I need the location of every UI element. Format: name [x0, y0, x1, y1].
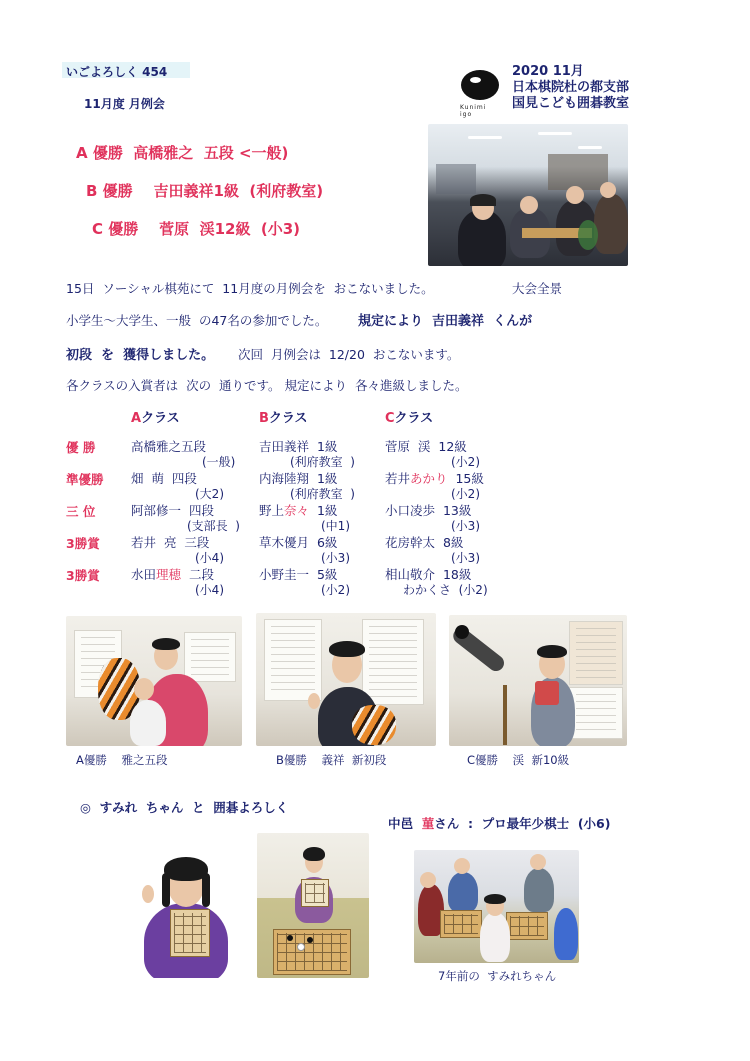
result-affiliation: (小4) — [195, 551, 224, 565]
photo-b-winner — [256, 613, 436, 746]
kunimi-logo — [460, 70, 500, 116]
logo-text: Kunimi igo — [460, 104, 487, 118]
result-affiliation: (大2) — [195, 487, 224, 501]
sumire-section-title: ◎ すみれ ちゃん と 囲碁よろしく — [80, 800, 289, 815]
result-name: 水田理穂 二段 — [131, 567, 214, 582]
result-affiliation: (小3) — [321, 551, 350, 565]
result-name: 花房幹太 8級 — [385, 535, 464, 550]
rank-label: 優 勝 — [66, 440, 96, 455]
result-affiliation: (小2) — [321, 583, 350, 597]
result-name: 若井 亮 三段 — [131, 535, 210, 550]
result-affiliation: (一般) — [202, 455, 236, 469]
result-affiliation: (小2) — [451, 487, 480, 501]
rank-label: 準優勝 — [66, 472, 104, 487]
photo-c-caption: C優勝 渓 新10級 — [467, 753, 570, 767]
column-head-b: Bクラス — [259, 411, 308, 426]
result-affiliation: わかくさ (小2) — [403, 583, 488, 597]
result-affiliation: (中1) — [321, 519, 350, 533]
result-affiliation: (小4) — [195, 583, 224, 597]
result-affiliation: (小3) — [451, 519, 480, 533]
report-line-2a: 小学生～大学生、一般 の47名の参加でした。 — [66, 313, 328, 328]
rank-label: 3勝賞 — [66, 536, 100, 551]
result-name: 阿部修一 四段 — [131, 503, 214, 518]
photo-sumire-portrait — [130, 833, 243, 978]
winner-a: A 優勝 高橋雅之 五段 <一般) — [76, 144, 289, 162]
result-affiliation: (利府教室 ) — [290, 455, 355, 469]
result-name: 若井あかり 15級 — [385, 471, 484, 486]
rank-label: 三 位 — [66, 504, 96, 519]
photo-c-winner — [449, 615, 627, 746]
result-name: 草木優月 6級 — [259, 535, 338, 550]
result-name: 吉田義祥 1級 — [259, 439, 338, 454]
header-date: 2020 11月 — [512, 64, 584, 79]
result-name: 小口凌歩 13級 — [385, 503, 472, 518]
result-affiliation: (小2) — [451, 455, 480, 469]
photo-a-caption: A優勝 雅之五段 — [76, 753, 168, 767]
photo-a-winner — [66, 616, 242, 746]
org-school: 国見こども囲碁教室 — [512, 96, 630, 111]
result-name: 野上奈々 1級 — [259, 503, 338, 518]
event-title: 11月度 月例会 — [84, 97, 165, 111]
report-line-3b: 次回 月例会は 12/20 おこないます。 — [238, 347, 460, 362]
go-stone-icon — [461, 70, 499, 100]
tournament-overview-photo — [428, 124, 628, 266]
report-line-2b: 規定により 吉田義祥 くんが — [358, 314, 533, 329]
rank-label: 3勝賞 — [66, 568, 100, 583]
column-head-a: Aクラス — [131, 411, 180, 426]
result-affiliation: (利府教室 ) — [290, 487, 355, 501]
result-name: 内海陸翔 1級 — [259, 471, 338, 486]
org-name: 日本棋院杜の都支部 — [512, 80, 630, 95]
photo-b-caption: B優勝 義祥 新初段 — [276, 753, 387, 767]
pro-player-note: 中邑 菫さん : プロ最年少棋士 (小6) — [388, 816, 611, 831]
result-name: 相山敬介 18級 — [385, 567, 472, 582]
report-line-4: 各クラスの入賞者は 次の 通りです。 規定により 各々進級しました。 — [66, 378, 468, 393]
old-photo-caption: 7年前の すみれちゃん — [438, 969, 557, 983]
winner-b: B 優勝 吉田義祥1級 (利府教室) — [86, 182, 324, 200]
report-line-1: 15日 ソーシャル棋苑にて 11月度の月例会を おこないました。 — [66, 281, 434, 296]
result-name: 小野圭一 5級 — [259, 567, 338, 582]
winner-c: C 優勝 菅原 渓12級 (小3) — [92, 220, 301, 238]
result-name: 畑 萌 四段 — [131, 471, 197, 486]
result-name: 高橋雅之五段 — [131, 439, 207, 454]
photo-sumire-board — [257, 833, 369, 978]
report-line-3a: 初段 を 獲得しました。 — [66, 348, 215, 363]
series-label: いごよろしく 454 — [66, 65, 168, 79]
column-head-c: Cクラス — [385, 411, 434, 426]
photo-sumire-seven-years-ago — [414, 850, 579, 963]
result-affiliation: (支部長 ) — [187, 519, 240, 533]
main-photo-caption: 大会全景 — [512, 281, 563, 296]
result-name: 菅原 渓 12級 — [385, 439, 467, 454]
result-affiliation: (小3) — [451, 551, 480, 565]
